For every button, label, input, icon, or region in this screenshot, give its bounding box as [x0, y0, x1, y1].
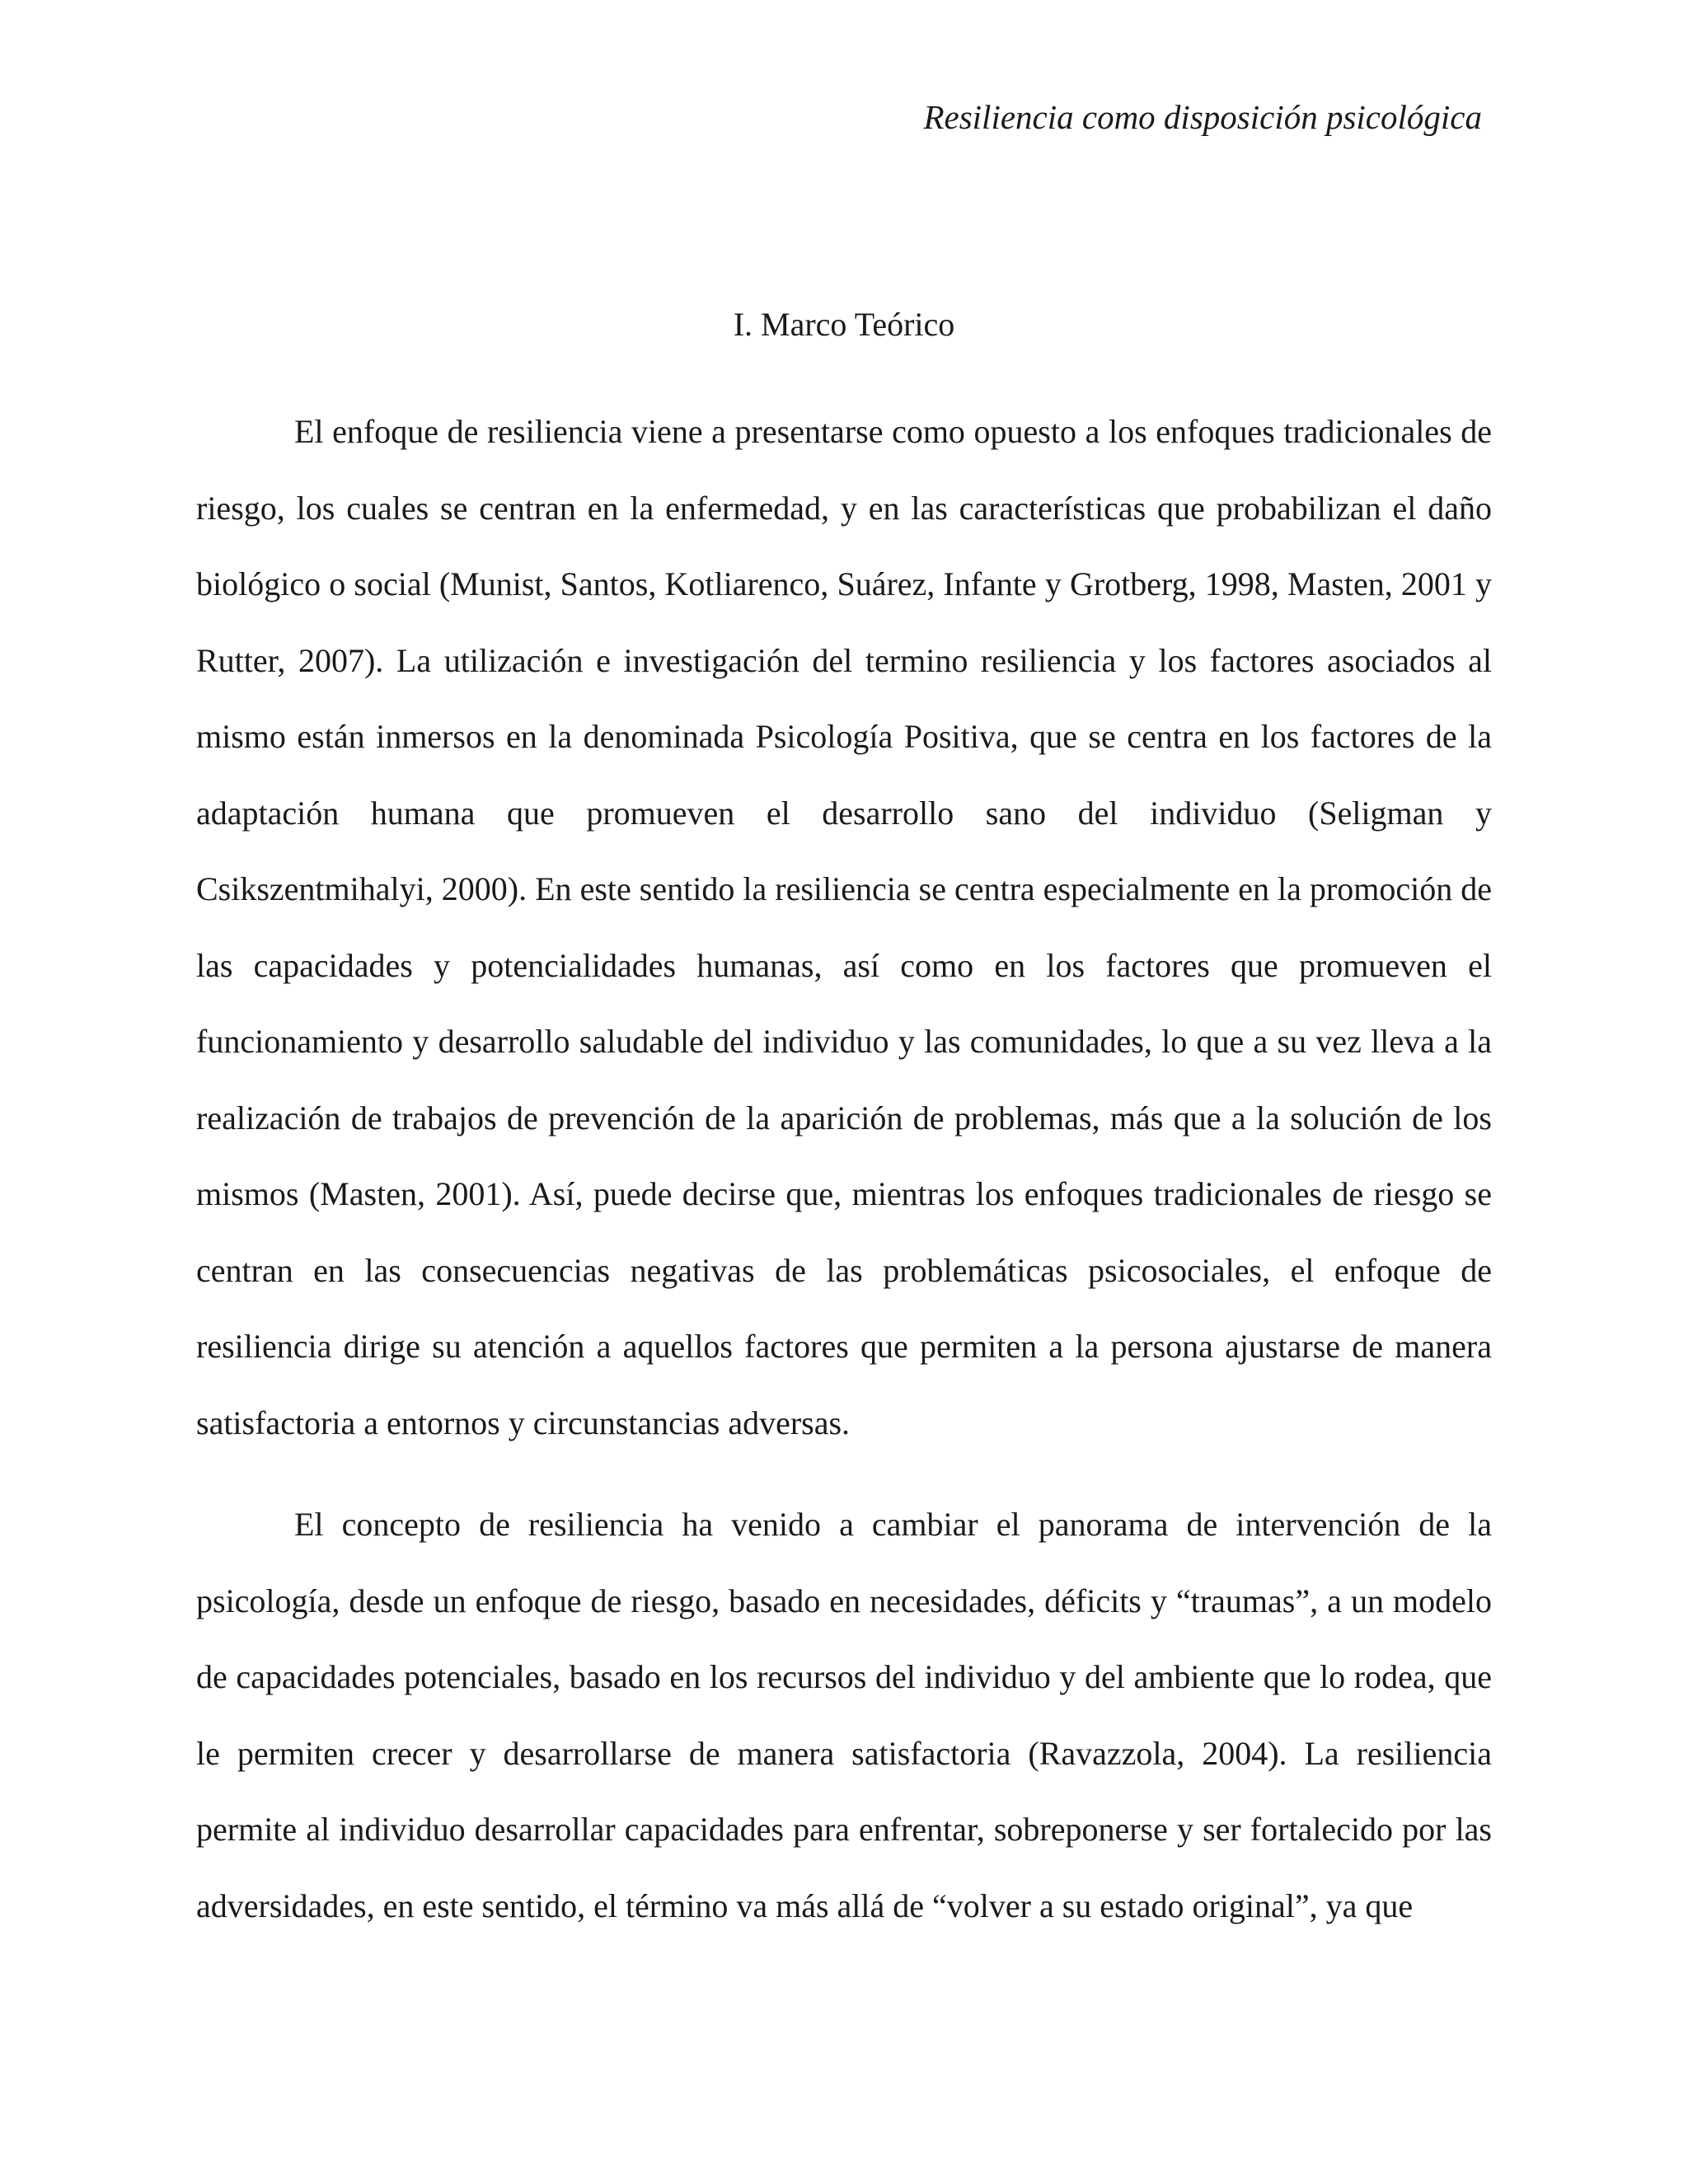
body-paragraph-2: El concepto de resiliencia ha venido a cambiar el panorama de intervención de la psicología, desde un enfoque de riesgo, basado en necesidades, déficits y “traumas”, a un modelo de capacidades potenciales, basado en los recursos del individuo y del ambiente que lo rodea, que le permiten crecer y desarrollarse de manera satisfactoria (Ravazzola, 2004). La resiliencia permite al individuo desarrollar capacidades para enfrentar, sobreponerse y ser fortalecido por las adversidades, en este sentido, el término va más allá de “volver a su estado original”, ya que: [196, 1506, 1492, 1924]
section-title: I. Marco Teórico: [733, 306, 955, 343]
running-head: Resiliencia como disposición psicológica: [923, 98, 1482, 136]
body-paragraph-1: El enfoque de resiliencia viene a presentarse como opuesto a los enfoques tradicionales de riesgo, los cuales se centran en la enfermedad, y en las características que probabilizan el daño biológico o social (Munist, Santos, Kotliarenco, Suárez, Infante y Grotberg, 1998, Masten, 2001 y Rutter, 2007). La utilización e investigación del termino resiliencia y los factores asociados al mismo están inmersos en la denominada Psicología Positiva, que se centra en los factores de la adaptación humana que promueven el desarrollo sano del individuo (Seligman y Csikszentmihalyi, 2000). En este sentido la resiliencia se centra especialmente en la promoción de las capacidades y potencialidades humanas, así como en los factores que promueven el funcionamiento y desarrollo saludable del individuo y las comunidades, lo que a su vez lleva a la realización de trabajos de prevención de la aparición de problemas, más que a la solución de los mismos (Masten, 2001). Así, puede decirse que, mientras los enfoques tradicionales de riesgo se centran en las consecuencias negativas de las problemáticas psicosociales, el enfoque de resiliencia dirige su atención a aquellos factores que permiten a la persona ajustarse de manera satisfactoria a entornos y circunstancias adversas.: [196, 413, 1492, 1441]
